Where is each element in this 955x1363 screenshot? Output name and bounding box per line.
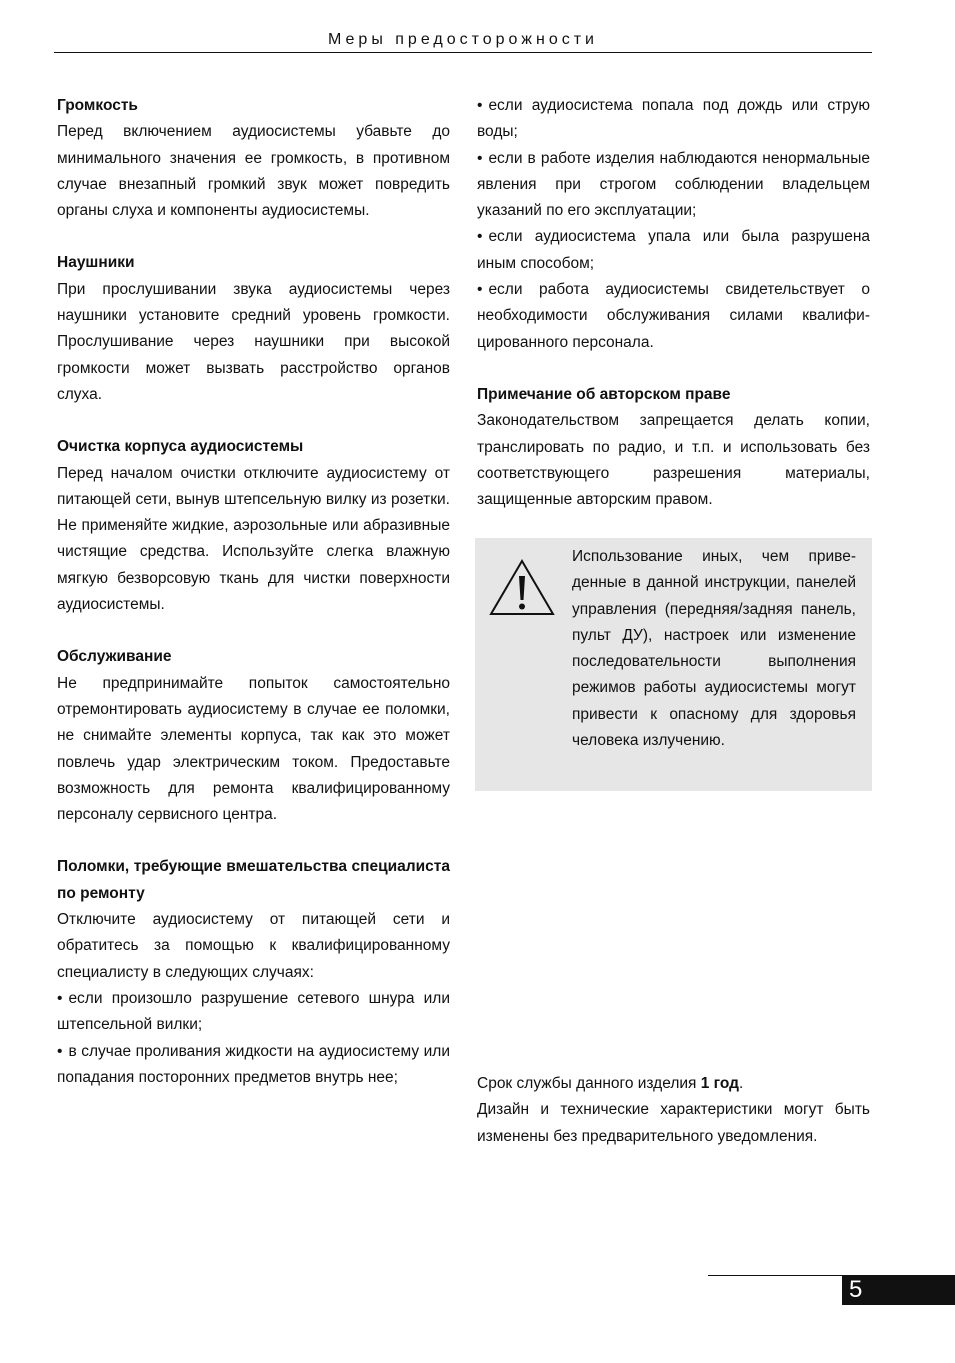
section-body: При прослушивании звука аудиосистемы через наушники установите средний уровень громкости. Прослушивание через наушники при высокой громкости может вызвать расстройство органов слуха. [57, 280, 450, 403]
bullet-symbol: • [477, 281, 483, 299]
bullet-item [57, 1039, 450, 1092]
bullet-symbol: • [477, 97, 483, 114]
bullet-item [57, 986, 450, 1039]
section-repairs [57, 854, 450, 1091]
section-heading: Наушники [57, 254, 135, 272]
warning-box [475, 538, 872, 791]
section-service [57, 644, 450, 828]
section-heading: Поломки, требующие вмешательства специалиста по ремонту [57, 858, 450, 902]
section-heading: Примечание об авторском праве [477, 385, 731, 403]
section-cleaning [57, 434, 450, 618]
bullet-text: если аудиосистема упала или была разрушена иным способом; [477, 228, 870, 272]
page-title: Меры предосторожности [328, 31, 598, 48]
footer-divider [708, 1275, 845, 1276]
section-body: Перед началом очистки отключите аудиосистему от питающей сети, вынув штепсельную вилку из розетки. Не применяйте жидкие, аэрозольные или абразивные чистящие средства. Используйте слегка влажную мягкую безворсовую ткань для чистки поверхности аудиосистемы. [57, 464, 450, 614]
bullet-item [477, 93, 870, 146]
service-life-prefix: Срок службы данного изделия [477, 1075, 701, 1092]
warning-triangle-icon [488, 558, 556, 618]
section-body: Законодательством запрещается делать копии, транслировать по радио, и т.п. и использовать без соответствующего разрешения материалы, защищенные авторским правом. [477, 412, 870, 509]
bullet-text: если произошло разрушение сетевого шнура или штепсельной вилки; [57, 989, 450, 1034]
bullet-text: если аудиосистема попала под дождь или струю воды; [477, 97, 870, 141]
bullet-item [477, 277, 870, 356]
section-body: Отключите аудиосистему от питающей сети и обратитесь за помощью к квалифицированному специалисту в следующих случаях: [57, 911, 450, 981]
repairs-bullets-continued [477, 93, 870, 356]
bullet-item [477, 146, 870, 225]
left-column [57, 93, 450, 1117]
section-heading: Обслуживание [57, 648, 172, 666]
section-copyright [477, 382, 870, 513]
section-body: Перед включением аудиосистемы убавьте до минимального значения ее громкость, в противном случае внезапный громкий звук может повредить органы слуха и компоненты аудиосистемы. [57, 123, 450, 220]
page-header [54, 30, 872, 53]
design-note: Дизайн и технические характеристики могут быть изменены без предварительного уведомления. [477, 1101, 870, 1145]
section-heading: Очистка корпуса аудиосистемы [57, 438, 304, 456]
section-headphones [57, 250, 450, 408]
bullet-text: в случае проливания жидкости на аудиосистему или попадания посторонних предметов внутрь нее; [57, 1042, 450, 1086]
page-number-box [842, 1275, 955, 1305]
section-volume [57, 93, 450, 224]
section-body: Не предпринимайте попыток самостоятельно отремонтировать аудиосистему в случае ее поломки, не снимайте элементы корпуса, так как это может повлечь удар электрическим током. Предоставьте возможность для ремонта квалифицированному персоналу сервисного центра. [57, 674, 450, 824]
bullet-symbol: • [57, 1042, 63, 1060]
bullet-symbol: • [477, 228, 483, 246]
section-heading: Громкость [57, 97, 138, 114]
service-life-note [477, 1071, 870, 1097]
right-column [477, 93, 870, 539]
bullet-symbol: • [57, 989, 63, 1007]
bullet-text: если работа аудиосистемы свидетельствует о необходимости обслуживания силами квалифицированного персонала. [477, 281, 870, 351]
bullet-text: если в работе изделия наблюдаются ненормальные явления при строгом соблюдении владельцем указаний по его эксплуатации; [477, 149, 870, 220]
service-life-value: 1 год [700, 1075, 740, 1092]
footer-notes [477, 1071, 870, 1150]
service-life-suffix: . [739, 1075, 744, 1092]
bullet-item [477, 224, 870, 277]
warning-text: Использование иных, чем приведенные в данной инструкции, панелей управления (передняя/задняя панель, пульт ДУ), настроек или изменение последовательности выполнения режимов работы аудиосистемы могут привести к опасному для здоровья человека излучению. [572, 548, 856, 750]
page-number: 5 [849, 1276, 863, 1303]
bullet-symbol: • [477, 149, 483, 167]
